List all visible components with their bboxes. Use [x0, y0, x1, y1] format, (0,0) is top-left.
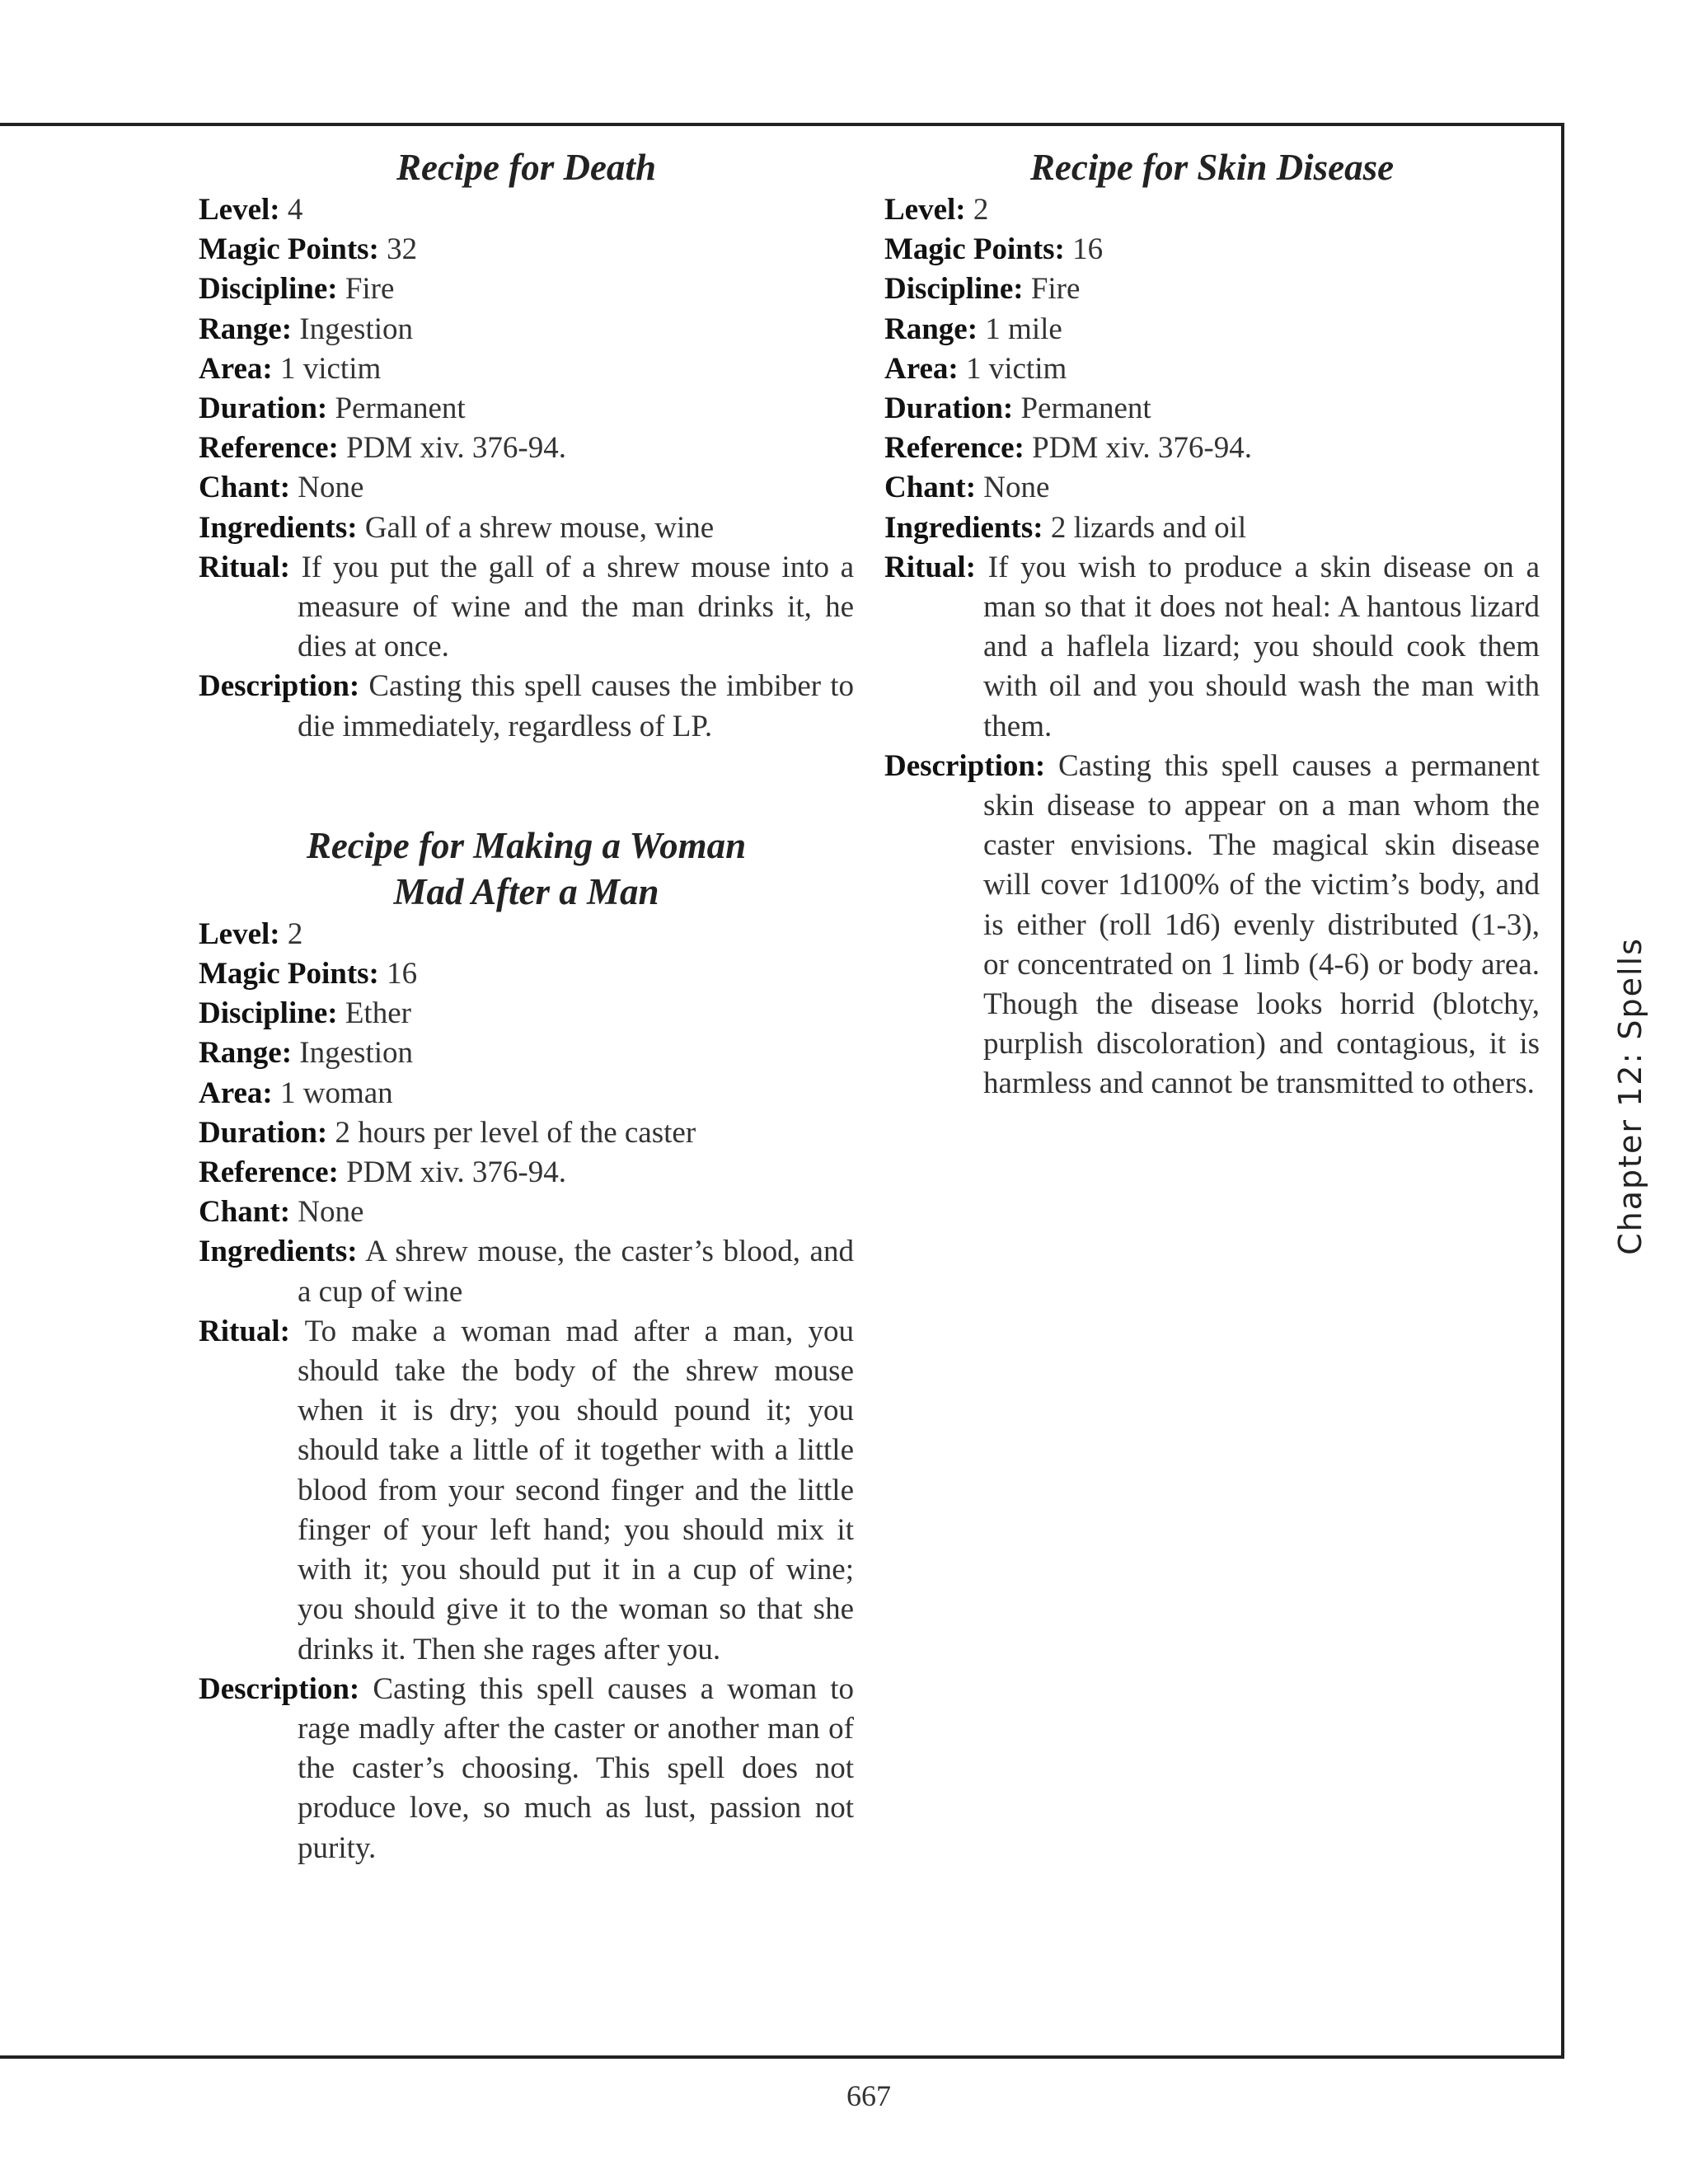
range-field [199, 1033, 854, 1073]
range-label: Range: [884, 312, 978, 346]
magic-points-field [199, 954, 854, 994]
description-field [199, 1670, 854, 1868]
ritual-field [199, 1312, 854, 1670]
duration-value: Permanent [1020, 391, 1151, 426]
discipline-value: Fire [1030, 272, 1081, 307]
description-field [884, 747, 1540, 1104]
discipline-value: Ether [345, 996, 411, 1031]
area-value: 1 woman [279, 1076, 393, 1110]
ritual-value: To make a woman mad after a man, you should take the body of the shrew mouse when it is dry; you should pound it; you should take a little of it together with a little blood from your second finger and the little finger of your left hand; you should mix it with it; you should put it in a cup of wine; you should give it to the woman so that she drinks it. Then she rages after you. [298, 1314, 854, 1666]
area-value: 1 victim [279, 351, 382, 386]
ingredients-field [884, 509, 1540, 548]
chant-label: Chant: [884, 471, 977, 505]
description-label: Description: [199, 669, 360, 704]
reference-field [884, 429, 1540, 468]
level-label: Level: [199, 916, 280, 951]
ritual-label: Ritual: [884, 550, 976, 584]
range-value: Ingestion [299, 312, 413, 346]
chant-field [199, 468, 854, 508]
spell-recipe-for-making-a-woman-mad [199, 823, 854, 1868]
spell-recipe-for-skin-disease [884, 144, 1540, 1104]
ritual-value: If you wish to produce a skin disease on a man so that it does not heal: A hantous lizard and a haflela lizard; you should cook them with oil and you should wash the man with them. [983, 550, 1540, 743]
spell-title-line-2: Mad After a Man [393, 870, 659, 912]
magic-points-label: Magic Points: [199, 232, 379, 267]
range-field [199, 310, 854, 349]
ingredients-label: Ingredients: [199, 510, 358, 545]
level-field [199, 915, 854, 954]
chant-value: None [983, 471, 1050, 505]
discipline-label: Discipline: [199, 272, 338, 307]
reference-field [199, 429, 854, 468]
duration-field [884, 389, 1540, 429]
discipline-label: Discipline: [199, 996, 338, 1031]
discipline-field [199, 269, 854, 309]
area-label: Area: [199, 351, 273, 386]
range-label: Range: [199, 1036, 293, 1071]
level-field [884, 190, 1540, 230]
discipline-value: Fire [345, 272, 395, 307]
discipline-label: Discipline: [884, 272, 1024, 307]
page-frame-right-rule [1561, 123, 1564, 2059]
ritual-field [199, 548, 854, 668]
reference-label: Reference: [199, 1155, 339, 1190]
right-column [884, 144, 1540, 1104]
magic-points-label: Magic Points: [199, 957, 379, 991]
area-field [199, 1074, 854, 1113]
ingredients-value: A shrew mouse, the caster’s blood, and a cup of wine [298, 1235, 854, 1309]
description-label: Description: [199, 1671, 360, 1706]
ritual-label: Ritual: [199, 1314, 290, 1348]
description-label: Description: [884, 748, 1046, 783]
ingredients-field [199, 509, 854, 548]
reference-value: PDM xiv. 376-94. [346, 1155, 566, 1190]
left-column [199, 144, 854, 1868]
ritual-label: Ritual: [199, 550, 290, 584]
duration-label: Duration: [884, 391, 1014, 426]
duration-label: Duration: [199, 1115, 328, 1150]
reference-label: Reference: [884, 431, 1025, 466]
magic-points-value: 32 [387, 232, 418, 267]
description-value: Casting this spell causes the imbiber to die immediately, regardless of LP. [298, 669, 855, 743]
spell-title-line-1: Recipe for Making a Woman [306, 824, 747, 866]
page-frame-bottom-rule [0, 2055, 1564, 2059]
ingredients-field [199, 1232, 854, 1311]
level-value: 2 [973, 193, 989, 227]
magic-points-value: 16 [1072, 232, 1104, 267]
range-value: 1 mile [985, 312, 1062, 346]
area-value: 1 victim [965, 351, 1067, 386]
page-number: 667 [846, 2079, 891, 2112]
ritual-value: If you put the gall of a shrew mouse into a measure of wine and the man drinks it, he dies at once. [298, 550, 854, 664]
magic-points-label: Magic Points: [884, 232, 1065, 267]
description-field [199, 667, 854, 746]
reference-label: Reference: [199, 431, 339, 466]
area-label: Area: [884, 351, 959, 386]
range-label: Range: [199, 312, 293, 346]
chant-field [199, 1193, 854, 1232]
reference-value: PDM xiv. 376-94. [1032, 431, 1252, 466]
duration-value: 2 hours per level of the caster [335, 1115, 696, 1150]
area-label: Area: [199, 1076, 273, 1110]
level-value: 4 [287, 193, 303, 227]
ingredients-value: Gall of a shrew mouse, wine [364, 510, 715, 545]
chant-value: None [298, 1195, 364, 1230]
level-field [199, 190, 854, 230]
duration-value: Permanent [335, 391, 466, 426]
discipline-field [884, 269, 1540, 309]
range-value: Ingestion [299, 1036, 413, 1071]
duration-field [199, 1113, 854, 1153]
chant-label: Chant: [199, 1195, 291, 1230]
duration-field [199, 389, 854, 429]
reference-value: PDM xiv. 376-94. [346, 431, 566, 466]
description-value: Casting this spell causes a permanent skin disease to appear on a man whom the caster envisions. The magical skin disease will cover 1d100% of the victim’s body, and is either (roll 1d6) evenly distributed (1-3), or concentrated on 1 limb (4-6) or body area. Though the disease looks horrid (blotchy, purplish discoloration) and contagious, it is harmless and cannot be transmitted to others. [983, 748, 1540, 1101]
discipline-field [199, 994, 854, 1033]
chant-value: None [298, 471, 364, 505]
ingredients-label: Ingredients: [884, 510, 1043, 545]
magic-points-field [199, 230, 854, 269]
level-value: 2 [287, 916, 303, 951]
range-field [884, 310, 1540, 349]
reference-field [199, 1153, 854, 1193]
magic-points-field [884, 230, 1540, 269]
ingredients-value: 2 lizards and oil [1050, 510, 1247, 545]
description-value: Casting this spell causes a woman to rage madly after the caster or another man of the caster’s choosing. This spell does not produce love, so much as lust, passion not purity. [298, 1671, 854, 1865]
chapter-side-label: Chapter 12: Spells [1612, 937, 1648, 1255]
area-field [199, 349, 854, 389]
magic-points-value: 16 [387, 957, 418, 991]
chant-field [884, 468, 1540, 508]
page-frame-top-rule [0, 123, 1564, 126]
level-label: Level: [199, 193, 280, 227]
spell-title [199, 823, 854, 915]
spell-title: Recipe for Skin Disease [1029, 147, 1395, 188]
ritual-field [884, 548, 1540, 747]
level-label: Level: [884, 193, 966, 227]
duration-label: Duration: [199, 391, 328, 426]
chant-label: Chant: [199, 471, 291, 505]
area-field [884, 349, 1540, 389]
spell-title: Recipe for Death [396, 147, 656, 188]
spell-recipe-for-death [199, 144, 854, 747]
ingredients-label: Ingredients: [199, 1235, 358, 1269]
